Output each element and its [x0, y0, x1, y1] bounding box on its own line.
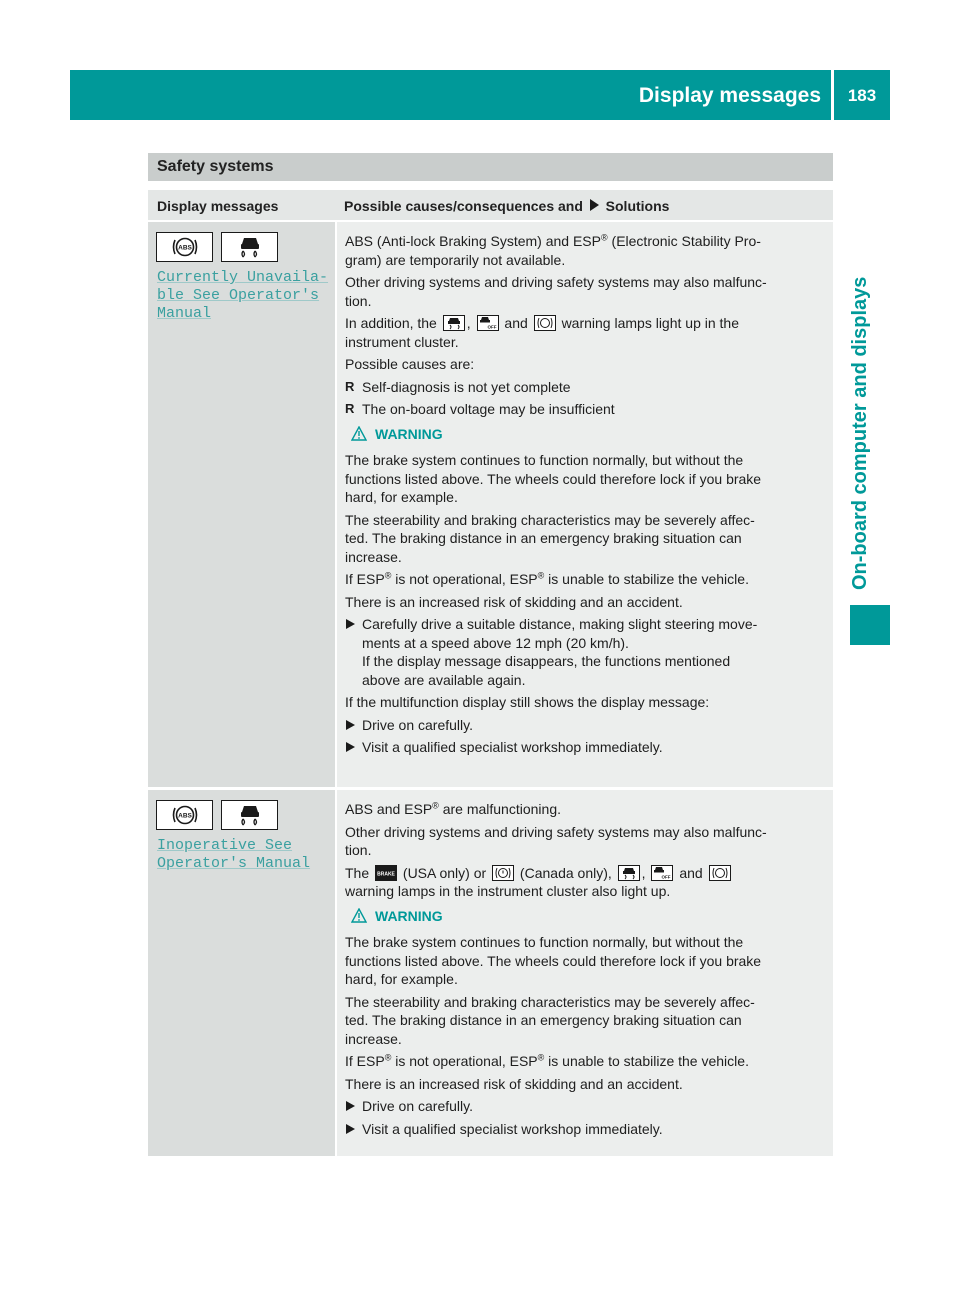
table-row: [148, 222, 833, 787]
paragraph: ABS (Anti-lock Braking System) and ESP® (Electronic Stability Pro- gram) are temporarily not available.: [345, 232, 761, 268]
action-arrow-icon: [346, 742, 355, 752]
column-header-display-messages: Display messages: [157, 198, 279, 214]
svg-text:BRAKE: BRAKE: [377, 871, 395, 877]
abs-icon: [156, 232, 213, 262]
abs-icon: [709, 865, 731, 881]
warning-heading: WARNING: [351, 907, 827, 926]
paragraph: If ESP® is not operational, ESP® is unable to stabilize the vehicle.: [345, 1052, 749, 1069]
action-arrow-icon: [590, 199, 599, 211]
paragraph: In addition, the , OFF and warning lamps light up in the instrument cluster.: [345, 315, 739, 350]
column-header-solutions: Possible causes/consequences and Solutions: [344, 198, 670, 214]
esp-skid-icon: [221, 232, 278, 262]
side-tab-marker: [850, 605, 890, 645]
list-item: R Self-diagnosis is not yet complete: [345, 378, 827, 397]
paragraph: Other driving systems and driving safety systems may also malfunc- tion.: [345, 823, 767, 858]
brake-circle-icon: [492, 865, 514, 881]
esp-skid-icon: [618, 865, 640, 881]
instruction-step: Carefully drive a suitable distance, making slight steering move- ments at a speed above 12 mph (20 km/h). If the display message disappears, the functions mentioned above are available again.: [345, 615, 827, 689]
instruction-step: Drive on carefully.: [345, 1097, 827, 1116]
display-message-cell: [148, 222, 335, 787]
svg-text:OFF: OFF: [487, 324, 497, 330]
svg-text:ABS: ABS: [177, 244, 192, 252]
esp-off-icon: [651, 865, 673, 881]
svg-text:OFF: OFF: [661, 874, 671, 879]
section-title-bar: [148, 153, 833, 181]
paragraph: The brake system continues to function normally, but without the functions listed above. The wheels could therefore lock if you brake hard, for example.: [345, 452, 762, 505]
paragraph: If ESP® is not operational, ESP® is unable to stabilize the vehicle.: [345, 570, 749, 587]
paragraph: If the multifunction display still shows the display message:: [345, 694, 710, 710]
instruction-step: Drive on carefully.: [345, 716, 827, 735]
solutions-cell: [337, 790, 833, 1156]
instruction-step: Visit a qualified specialist workshop immediately.: [345, 738, 827, 757]
action-arrow-icon: [346, 1101, 355, 1111]
action-arrow-icon: [346, 1124, 355, 1134]
display-message-text: Currently Unavaila‐ ble See Operator's Manual: [157, 269, 329, 322]
action-arrow-icon: [346, 720, 355, 730]
paragraph: The brake system continues to function normally, but without the functions listed above. The wheels could therefore lock if you brake hard, for example.: [345, 934, 762, 987]
abs-icon: [534, 315, 556, 331]
svg-text:ABS: ABS: [177, 812, 192, 820]
paragraph: There is an increased risk of skidding and an accident.: [345, 593, 683, 610]
display-message-cell: [148, 790, 335, 1156]
paragraph: The steerability and braking characteristics may be severely affec- ted. The braking distance in an emergency braking situation can increase.: [345, 511, 755, 565]
solutions-cell: [337, 222, 833, 787]
paragraph: Possible causes are:: [345, 356, 475, 372]
warning-triangle-icon: [351, 426, 367, 441]
page-header: [70, 70, 890, 120]
page-title: Display messages: [638, 84, 821, 107]
paragraph: ABS and ESP® are malfunctioning.: [345, 800, 561, 817]
abs-icon: [156, 800, 213, 830]
esp-off-icon: [477, 315, 499, 331]
table-header: [148, 190, 833, 220]
brake-warning-icon: [375, 865, 397, 881]
warning-triangle-icon: [351, 908, 367, 923]
page-number: 183: [847, 86, 877, 105]
instruction-step: Visit a qualified specialist workshop immediately.: [345, 1120, 827, 1139]
paragraph: The steerability and braking characteristics may be severely affec- ted. The braking distance in an emergency braking situation can increase.: [345, 993, 755, 1047]
display-message-text: Inoperative See Operator's Manual: [157, 837, 311, 872]
list-item: R The on-board voltage may be insufficient: [345, 400, 827, 419]
esp-skid-icon: [443, 315, 465, 331]
section-title: Safety systems: [157, 158, 274, 175]
esp-skid-icon: [221, 800, 278, 830]
paragraph: Other driving systems and driving safety systems may also malfunc- tion.: [345, 274, 767, 309]
action-arrow-icon: [346, 619, 355, 629]
warning-heading: WARNING: [351, 425, 827, 444]
table-row: [148, 790, 833, 1156]
paragraph: There is an increased risk of skidding and an accident.: [345, 1075, 683, 1092]
paragraph: The BRAKE (USA only) or (Canada only), , OFF and warning lamps in the instrument cluster also light up.: [345, 864, 827, 901]
